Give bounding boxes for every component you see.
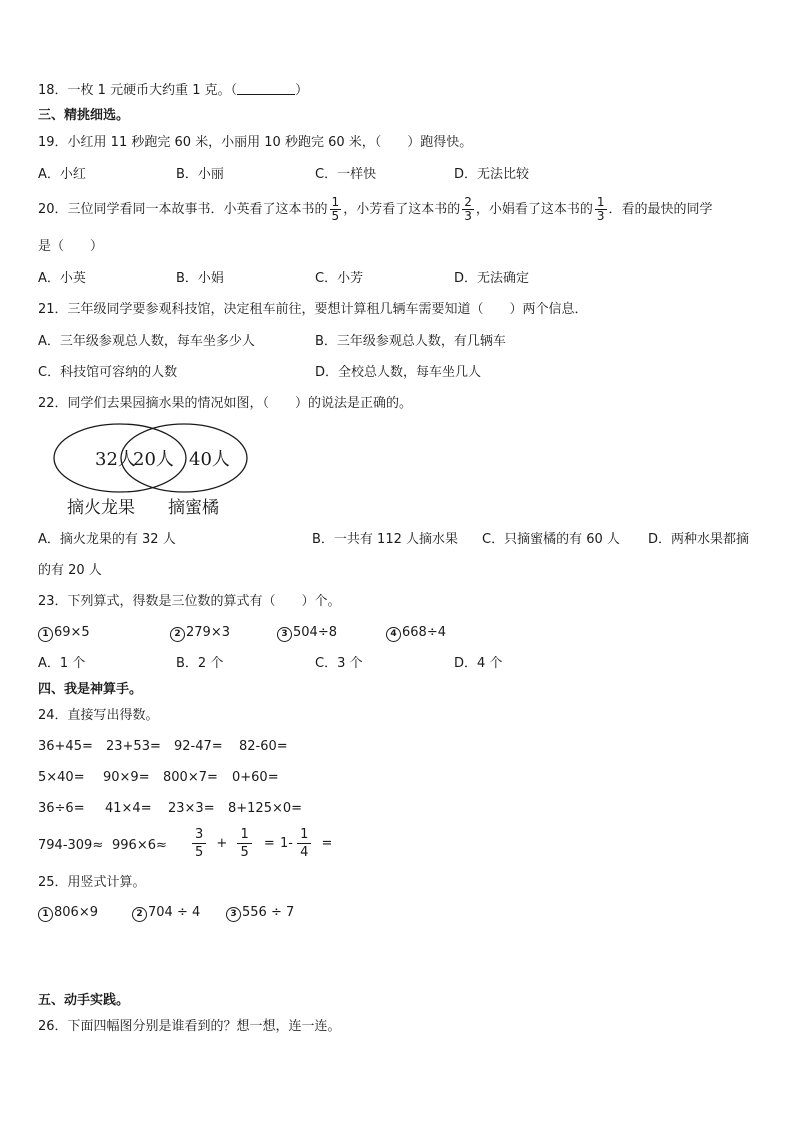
calc-item: 0+60= — [232, 770, 279, 785]
question-21: 21．三年级同学要参观科技馆，决定租车前往，要想计算租几辆车需要知道（ ）两个信息． — [38, 302, 588, 317]
q21-option-a[interactable]: A．三年级参观总人数，每车坐多少人 — [38, 334, 255, 349]
q22-option-d[interactable]: D．两种水果都摘 — [648, 532, 750, 547]
calc-item: 23×3= — [168, 801, 215, 816]
q19-option-c[interactable]: C．一样快 — [315, 167, 377, 182]
q21-option-c[interactable]: C．科技馆可容纳的人数 — [38, 365, 178, 380]
q23-option-b[interactable]: B．2 个 — [176, 656, 224, 671]
fraction-1-5: $\frac{1}{5}$ — [331, 195, 340, 223]
question-25: 25．用竖式计算。 — [38, 875, 146, 890]
question-22: 22．同学们去果园摘水果的情况如图，（ ）的说法是正确的。 — [38, 396, 413, 411]
q19-option-a[interactable]: A．小红 — [38, 167, 86, 182]
fraction-expression: $\frac{3}{5}$ + $\frac{1}{5}$ = — [192, 826, 283, 861]
venn-middle-count: 20人 — [133, 449, 174, 470]
q21-option-d[interactable]: D．全校总人数，每车坐几人 — [315, 365, 482, 380]
q21-option-b[interactable]: B．三年级参观总人数，有几辆车 — [315, 334, 506, 349]
question-26: 26．下面四幅图分别是谁看到的？想一想，连一连。 — [38, 1019, 341, 1034]
question-20: 20．三位同学看同一本故事书．小英看了这本书的 $\frac{1}{5}$ ，小芳看了这本书的 $\frac{2}{3}$ ，小娟看了这本书的 $\frac{1}{3}$ ．看的最快的同学 — [38, 195, 713, 223]
venn-left-count: 32人 — [95, 449, 136, 470]
venn-diagram — [50, 420, 255, 522]
q23-item-1: 1 69×5 — [38, 624, 90, 642]
fraction-2-3: $\frac{2}{3}$ — [464, 195, 472, 223]
calc-item: 8+125×0= — [228, 801, 303, 816]
q22-option-d-continued: 的有 20 人 — [38, 563, 102, 578]
calc-item: 82-60= — [239, 739, 288, 754]
q23-item-2: 2 279×3 — [170, 624, 230, 642]
q22-option-a[interactable]: A．摘火龙果的有 32 人 — [38, 532, 176, 547]
question-20-line-2: 是（ ） — [38, 239, 104, 254]
calc-item: 794-309≈ — [38, 838, 104, 853]
question-23: 23．下列算式，得数是三位数的算式有（ ）个。 — [38, 594, 341, 609]
q19-option-d[interactable]: D．无法比较 — [454, 167, 530, 182]
q22-option-c[interactable]: C．只摘蜜橘的有 60 人 — [482, 532, 620, 547]
q19-option-b[interactable]: B．小丽 — [176, 167, 224, 182]
fraction-1-3: $\frac{1}{3}$ — [596, 195, 605, 223]
q23-item-4: 4 668÷4 — [386, 624, 446, 642]
q23-option-d[interactable]: D．4 个 — [454, 656, 503, 671]
q20-option-a[interactable]: A．小英 — [38, 271, 86, 286]
q23-option-a[interactable]: A．1 个 — [38, 656, 86, 671]
fraction-3-5: $\frac{3}{5}$ — [192, 826, 206, 861]
q23-item-3: 3 504÷8 — [277, 624, 337, 642]
venn-label-tangerine: 摘蜜橘 — [168, 498, 219, 518]
section-3-title: 三、精挑细选。 — [38, 108, 130, 123]
calc-item: 5×40= — [38, 770, 85, 785]
answer-blank[interactable] — [237, 82, 295, 95]
q20-option-c[interactable]: C．小芳 — [315, 271, 364, 286]
calc-item: 92-47= — [174, 739, 223, 754]
q20-option-d[interactable]: D．无法确定 — [454, 271, 530, 286]
q22-option-b[interactable]: B．一共有 112 人摘水果 — [312, 532, 458, 547]
calc-item: 36+45= — [38, 739, 93, 754]
q20-option-b[interactable]: B．小娟 — [176, 271, 224, 286]
fraction-expression-2: 1- $\frac{1}{4}$ = — [280, 827, 333, 860]
question-18: 18．一枚 1 元硬币大约重 1 克。（ ） — [38, 83, 309, 98]
calc-item: 23+53= — [106, 739, 161, 754]
section-5-title: 五、动手实践。 — [38, 993, 130, 1008]
venn-right-count: 40人 — [189, 449, 230, 470]
q25-item-1: 1 806×9 — [38, 904, 98, 922]
calc-item: 41×4= — [105, 801, 152, 816]
q25-item-3: 3 556 ÷ 7 — [226, 904, 294, 922]
section-4-title: 四、我是神算手。 — [38, 682, 143, 697]
question-24: 24．直接写出得数。 — [38, 708, 159, 723]
calc-item: 36÷6= — [38, 801, 85, 816]
q25-item-2: 2 704 ÷ 4 — [132, 904, 200, 922]
venn-label-dragonfruit: 摘火龙果 — [67, 498, 135, 518]
question-19: 19．小红用 11 秒跑完 60 米，小丽用 10 秒跑完 60 米，（ ）跑得快。 — [38, 135, 473, 150]
calc-item: 996×6≈ — [112, 838, 167, 853]
calc-item: 800×7= — [163, 770, 218, 785]
calc-item: 90×9= — [103, 770, 150, 785]
q23-option-c[interactable]: C．3 个 — [315, 656, 363, 671]
fraction-1-4: $\frac{1}{4}$ — [297, 826, 311, 861]
fraction-1-5: $\frac{1}{5}$ — [237, 826, 251, 861]
